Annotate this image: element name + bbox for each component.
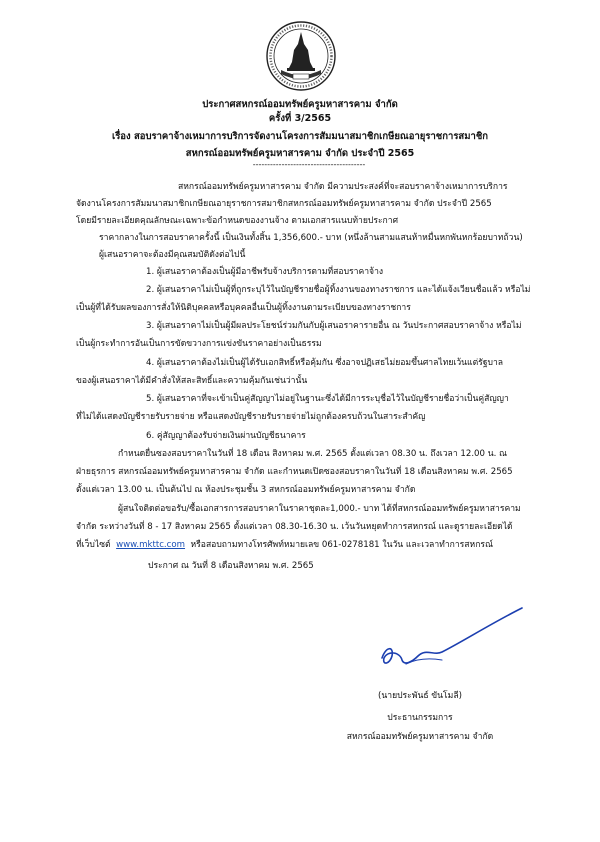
paragraph-1-line-1: สหกรณ์ออมทรัพย์ครูมหาสารคาม จำกัด มีความประสงค์ที่จะสอบราคาจ้างเหมาการบริการ [178,182,508,192]
qualification-4-line-1: 4. ผู้เสนอราคาต้องไม่เป็นผู้ได้รับเอกสิทธิ์หรือคุ้มกัน ซึ่งอาจปฏิเสธไม่ยอมขึ้นศาลไทยเว้นแต่รัฐบาล [146,358,504,368]
qualification-2-line-1: 2. ผู้เสนอราคาไม่เป็นผู้ที่ถูกระบุไว้ในบัญชีรายชื่อผู้ทิ้งงานของทางราชการ และได้แจ้งเวียนชื่อแล้ว หรือไม่ [146,285,531,295]
cooperative-seal-logo [265,20,337,92]
qualifications-intro: ผู้เสนอราคาจะต้องมีคุณสมบัติดังต่อไปนี้ [99,250,246,260]
signatory-organization: สหกรณ์ออมทรัพย์ครูมหาสารคาม จำกัด [346,732,494,742]
website-label: ที่เว็บไซต์ [76,540,111,550]
announcement-title: ประกาศสหกรณ์ออมทรัพย์ครูมหาสารคาม จำกัด [202,99,398,110]
handwritten-signature [372,606,532,686]
submission-line-3: ตั้งแต่เวลา 13.00 น. เป็นต้นไป ณ ห้องประชุมชั้น 3 สหกรณ์ออมทรัพย์ครูมหาสารคาม จำกัด [76,485,416,495]
documents-line-2: จำกัด ระหว่างวันที่ 8 - 17 สิงหาคม 2565 ตั้งแต่เวลา 08.30-16.30 น. เว้นวันหยุดทำการสหกรณ์ และดูรายละเอียดได้ [76,522,513,532]
signatory-position: ประธานกรรมการ [387,713,453,723]
announcement-date: ประกาศ ณ วันที่ 8 เดือนสิงหาคม พ.ศ. 2565 [148,561,314,571]
submission-line-1: กำหนดยื่นซองสอบราคาในวันที่ 18 เดือน สิงหาคม พ.ศ. 2565 ตั้งแต่เวลา 08.30 น. ถึงเวลา 12.00 น. ณ [118,449,508,459]
median-price-line: ราคากลางในการสอบราคาครั้งนี้ เป็นเงินทั้งสิ้น 1,356,600.- บาท (หนึ่งล้านสามแสนห้าหมื่นหกพันหกร้อยบาทถ้วน) [99,233,523,243]
qualification-5-line-1: 5. ผู้เสนอราคาที่จะเข้าเป็นคู่สัญญาไม่อยู่ในฐานะซึ่งได้มีการระบุชื่อไว้ในบัญชีรายชื่อว่าเป็นคู่สัญญา [146,394,509,404]
documents-line-3 [76,539,493,551]
documents-line-1: ผู้สนใจติดต่อขอรับ/ซื้อเอกสารการสอบราคาในราคาชุดละ1,000.- บาท ได้ที่สหกรณ์ออมทรัพย์ครูมหาสารคาม [118,504,521,514]
qualification-5-line-2: ที่ไม่ได้แสดงบัญชีรายรับรายจ่าย หรือแสดงบัญชีรายรับรายจ่ายไม่ถูกต้องครบถ้วนในสาระสำคัญ [76,412,426,422]
website-link[interactable]: www.mkttc.com [116,540,186,550]
paragraph-1-line-3: โดยมีรายละเอียดคุณลักษณะเฉพาะข้อกำหนดของงานจ้าง ตามเอกสารแนบท้ายประกาศ [76,216,399,226]
qualification-2-line-2: เป็นผู้ที่ได้รับผลของการสั่งให้นิติบุคคลหรือบุคคลอื่นเป็นผู้ทิ้งงานตามระเบียบของทางราชการ [76,303,411,313]
submission-line-2: ฝ่ายธุรการ สหกรณ์ออมทรัพย์ครูมหาสารคาม จำกัด และกำหนดเปิดซองสอบราคาในวันที่ 18 เดือนสิงหาคม พ.ศ. 2565 [76,467,513,477]
phone-contact-text: หรือสอบถามทางโทรศัพท์หมายเลข 061-0278181 ในวัน และเวลาทำการสหกรณ์ [190,540,493,550]
qualification-6: 6. คู่สัญญาต้องรับจ่ายเงินผ่านบัญชีธนาคาร [146,431,306,441]
subject-line-2: สหกรณ์ออมทรัพย์ครูมหาสารคาม จำกัด ประจำปี 2565 [185,148,415,159]
signatory-name: (นายประพันธ์ ขันโมลี) [378,691,462,701]
qualification-1: 1. ผู้เสนอราคาต้องเป็นผู้มีอาชีพรับจ้างบริการตามที่สอบราคาจ้าง [146,267,384,277]
qualification-3-line-2: เป็นผู้กระทำการอันเป็นการขัดขวางการแข่งขันราคาอย่างเป็นธรรม [76,339,322,349]
qualification-4-line-2: ของผู้เสนอราคาได้มีคำสั่งให้สละสิทธิ์และความคุ้มกันเช่นว่านั้น [76,376,308,386]
header-separator: --------------------------------------- [252,160,366,169]
announcement-number: ครั้งที่ 3/2565 [268,113,332,124]
qualification-3-line-1: 3. ผู้เสนอราคาไม่เป็นผู้มีผลประโยชน์ร่วมกันกับผู้เสนอราคารายอื่น ณ วันประกาศสอบราคาจ้าง หรือไม่ [146,321,522,331]
paragraph-1-line-2: จัดงานโครงการสัมมนาสมาชิกเกษียณอายุราชการสมาชิกสหกรณ์ออมทรัพย์ครูมหาสารคาม จำกัด ประจำปี 2565 [76,199,492,209]
subject-line-1: เรื่อง สอบราคาจ้างเหมาการบริการจัดงานโครงการสัมมนาสมาชิกเกษียณอายุราชการสมาชิก [111,131,489,142]
